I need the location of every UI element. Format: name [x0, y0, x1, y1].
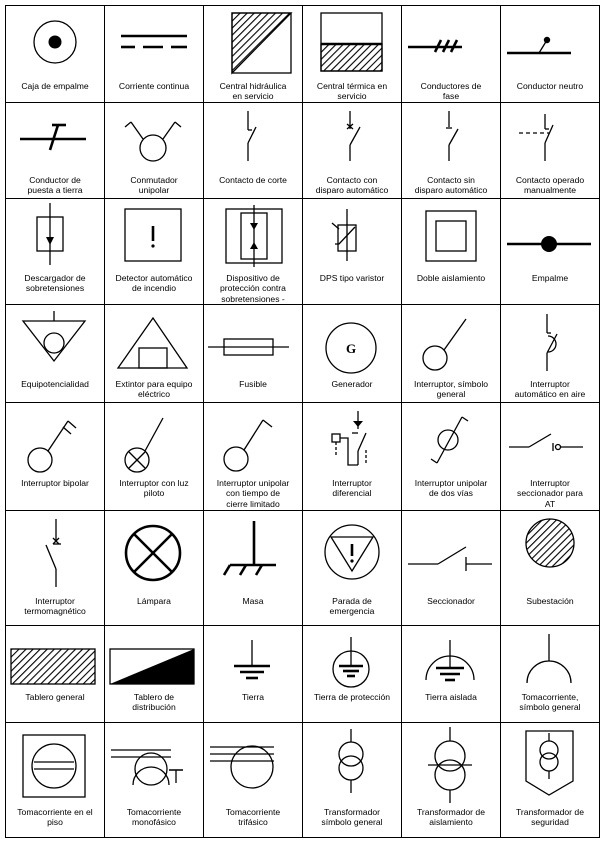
- interruptor-luz-piloto-symbol: [105, 403, 203, 478]
- tierra-aislada-symbol: [402, 626, 500, 692]
- interruptor-seccionador-at-symbol: [501, 403, 599, 478]
- symbol-cell-contacto-sin-disparo: [401, 102, 501, 199]
- symbol-caption: Interruptor con luz piloto: [119, 478, 189, 499]
- contacto-sin-disparo-symbol: [402, 103, 500, 175]
- symbol-cell-interruptor-aire: [500, 304, 600, 403]
- symbol-caption: Interruptor unipolar de dos vías: [414, 478, 488, 499]
- symbol-caption: Tierra aislada: [425, 692, 477, 702]
- svg-text:G: G: [345, 341, 357, 356]
- symbol-caption: Conmutador unipolar: [130, 175, 178, 196]
- symbol-caption: Tomacorriente, símbolo general: [519, 692, 581, 713]
- symbol-cell-central-hidraulica: [203, 5, 303, 103]
- symbol-caption: Contacto con disparo automático: [315, 175, 389, 196]
- interruptor-diferencial-symbol: [303, 403, 401, 478]
- symbol-cell-interruptor-bipolar: [5, 402, 105, 511]
- symbol-caption: Contacto de corte: [219, 175, 287, 185]
- symbol-cell-tomacorriente-trifasico: [203, 722, 303, 838]
- symbol-caption: Caja de empalme: [21, 81, 89, 91]
- interruptor-aire-symbol: [501, 305, 599, 379]
- symbol-caption: Fusible: [239, 379, 267, 389]
- generador-symbol: [303, 305, 401, 379]
- symbol-cell-descargador: [5, 198, 105, 305]
- symbol-caption: Interruptor automático en aire: [514, 379, 586, 400]
- symbol-caption: Tierra: [241, 692, 265, 702]
- lampara-symbol: [105, 511, 203, 596]
- extintor-symbol: [105, 305, 203, 379]
- symbol-cell-central-termica: [302, 5, 402, 103]
- symbol-cell-tablero-general: [5, 625, 105, 723]
- symbol-cell-tierra-aislada: [401, 625, 501, 723]
- detector-incendio-symbol: [105, 199, 203, 273]
- symbol-cell-interruptor-termomagnetico: [5, 510, 105, 626]
- tablero-general-symbol: [6, 626, 104, 692]
- interruptor-general-symbol: [402, 305, 500, 379]
- symbol-caption: Dispositivo de protección contra sobretensiones -: [220, 273, 286, 304]
- symbol-cell-transformador-general: [302, 722, 402, 838]
- symbol-cell-conductor-puesta-tierra: [5, 102, 105, 199]
- symbol-caption: Tomacorriente en el piso: [17, 807, 93, 828]
- symbol-cell-extintor: [104, 304, 204, 403]
- tomacorriente-trifasico-symbol: [204, 723, 302, 807]
- transformador-aislamiento-symbol: [402, 723, 500, 807]
- transformador-general-symbol: [303, 723, 401, 807]
- symbol-caption: Tomacorriente trifásico: [225, 807, 281, 828]
- symbol-caption: Central térmica en servicio: [316, 81, 388, 102]
- symbol-cell-interruptor-general: [401, 304, 501, 403]
- conductor-puesta-tierra-symbol: [6, 103, 104, 175]
- symbol-cell-corriente-continua: [104, 5, 204, 103]
- symbol-caption: Interruptor unipolar con tiempo de cierre limitado: [216, 478, 290, 509]
- caja-empalme-symbol: [6, 6, 104, 81]
- conmutador-unipolar-symbol: [105, 103, 203, 175]
- symbol-cell-interruptor-tiempo: [203, 402, 303, 511]
- symbol-caption: Seccionador: [427, 596, 475, 606]
- symbol-cell-caja-empalme: [5, 5, 105, 103]
- symbol-caption: Conductor de puesta a tierra: [27, 175, 83, 196]
- symbol-cell-lampara: [104, 510, 204, 626]
- masa-symbol: [204, 511, 302, 596]
- doble-aislamiento-symbol: [402, 199, 500, 273]
- interruptor-tiempo-symbol: [204, 403, 302, 478]
- symbol-caption: Tablero de distribución: [132, 692, 176, 713]
- equipotencialidad-symbol: [6, 305, 104, 379]
- dispositivo-proteccion-symbol: [204, 199, 302, 273]
- symbol-cell-conductores-fase: [401, 5, 501, 103]
- symbol-caption: Descargador de sobretensiones: [24, 273, 86, 294]
- contacto-corte-symbol: [204, 103, 302, 175]
- symbol-cell-interruptor-seccionador-at: [500, 402, 600, 511]
- symbol-cell-contacto-manual: [500, 102, 600, 199]
- symbol-caption: Interruptor termomagnético: [24, 596, 86, 617]
- symbol-caption: Lámpara: [137, 596, 171, 606]
- symbol-caption: Interruptor seccionador para AT: [517, 478, 583, 509]
- symbol-cell-fusible: [203, 304, 303, 403]
- contacto-manual-symbol: [501, 103, 599, 175]
- fusible-symbol: [204, 305, 302, 379]
- symbol-caption: Interruptor bipolar: [21, 478, 89, 488]
- symbol-cell-tierra: [203, 625, 303, 723]
- tomacorriente-monofasico-symbol: [105, 723, 203, 807]
- conductores-fase-symbol: [402, 6, 500, 81]
- symbol-caption: Detector automático de incendio: [115, 273, 193, 294]
- conductor-neutro-symbol: [501, 6, 599, 81]
- symbol-cell-dps-varistor: [302, 198, 402, 305]
- tomacorriente-general-symbol: [501, 626, 599, 692]
- seccionador-symbol: [402, 511, 500, 596]
- subestacion-symbol: [501, 511, 599, 596]
- central-termica-symbol: [303, 6, 401, 81]
- interruptor-termomagnetico-symbol: [6, 511, 104, 596]
- empalme-symbol: [501, 199, 599, 273]
- symbol-cell-generador: [302, 304, 402, 403]
- tierra-proteccion-symbol: [303, 626, 401, 692]
- symbol-caption: Doble aislamiento: [416, 273, 486, 283]
- symbol-caption: Subestación: [526, 596, 574, 606]
- symbol-cell-empalme: [500, 198, 600, 305]
- symbol-caption: Tomacorriente monofásico: [126, 807, 182, 828]
- symbol-cell-parada-emergencia: [302, 510, 402, 626]
- symbol-caption: Extintor para equipo eléctrico: [115, 379, 193, 400]
- symbol-cell-seccionador: [401, 510, 501, 626]
- symbol-cell-contacto-corte: [203, 102, 303, 199]
- symbol-caption: Contacto operado manualmente: [515, 175, 585, 196]
- symbol-cell-interruptor-diferencial: [302, 402, 402, 511]
- symbol-caption: Transformador de seguridad: [516, 807, 584, 828]
- symbol-caption: DPS tipo varistor: [319, 273, 385, 283]
- symbol-cell-subestacion: [500, 510, 600, 626]
- symbol-caption: Tierra de protección: [313, 692, 391, 702]
- symbol-caption: Tablero general: [25, 692, 85, 702]
- contacto-con-disparo-symbol: [303, 103, 401, 175]
- symbol-caption: Conductor neutro: [516, 81, 584, 91]
- symbol-caption: Empalme: [531, 273, 569, 283]
- symbol-caption: Corriente continua: [118, 81, 190, 91]
- symbol-caption: Transformador de aislamiento: [417, 807, 485, 828]
- corriente-continua-symbol: [105, 6, 203, 81]
- symbol-caption: Masa: [242, 596, 264, 606]
- symbol-cell-equipotencialidad: [5, 304, 105, 403]
- symbol-cell-masa: [203, 510, 303, 626]
- symbol-caption: Conductores de fase: [420, 81, 482, 102]
- symbol-caption: Equipotencialidad: [21, 379, 89, 389]
- symbol-caption: Contacto sin disparo automático: [414, 175, 488, 196]
- symbol-caption: Transformador símbolo general: [321, 807, 383, 828]
- symbol-cell-dispositivo-proteccion: [203, 198, 303, 305]
- symbol-cell-interruptor-luz-piloto: [104, 402, 204, 511]
- symbol-caption: Generador: [331, 379, 373, 389]
- tierra-symbol: [204, 626, 302, 692]
- symbol-caption: Central hidráulica en servicio: [219, 81, 287, 102]
- central-hidraulica-symbol: [204, 6, 302, 81]
- dps-varistor-symbol: [303, 199, 401, 273]
- symbol-cell-tierra-proteccion: [302, 625, 402, 723]
- symbol-cell-tablero-distribucion: [104, 625, 204, 723]
- symbol-cell-tomacorriente-general: [500, 625, 600, 723]
- symbol-cell-interruptor-dos-vias: [401, 402, 501, 511]
- symbol-caption: Parada de emergencia: [329, 596, 375, 617]
- interruptor-bipolar-symbol: [6, 403, 104, 478]
- tablero-distribucion-symbol: [105, 626, 203, 692]
- symbol-cell-conductor-neutro: [500, 5, 600, 103]
- symbol-cell-tomacorriente-piso: [5, 722, 105, 838]
- tomacorriente-piso-symbol: [6, 723, 104, 807]
- symbol-cell-doble-aislamiento: [401, 198, 501, 305]
- symbol-cell-transformador-aislamiento: [401, 722, 501, 838]
- parada-emergencia-symbol: [303, 511, 401, 596]
- symbol-cell-detector-incendio: [104, 198, 204, 305]
- interruptor-dos-vias-symbol: [402, 403, 500, 478]
- symbol-cell-conmutador-unipolar: [104, 102, 204, 199]
- symbol-cell-contacto-con-disparo: [302, 102, 402, 199]
- transformador-seguridad-symbol: [501, 723, 599, 807]
- symbol-caption: Interruptor, símbolo general: [413, 379, 489, 400]
- symbol-caption: Interruptor diferencial: [332, 478, 372, 499]
- symbol-cell-tomacorriente-monofasico: [104, 722, 204, 838]
- descargador-symbol: [6, 199, 104, 273]
- symbol-cell-transformador-seguridad: [500, 722, 600, 838]
